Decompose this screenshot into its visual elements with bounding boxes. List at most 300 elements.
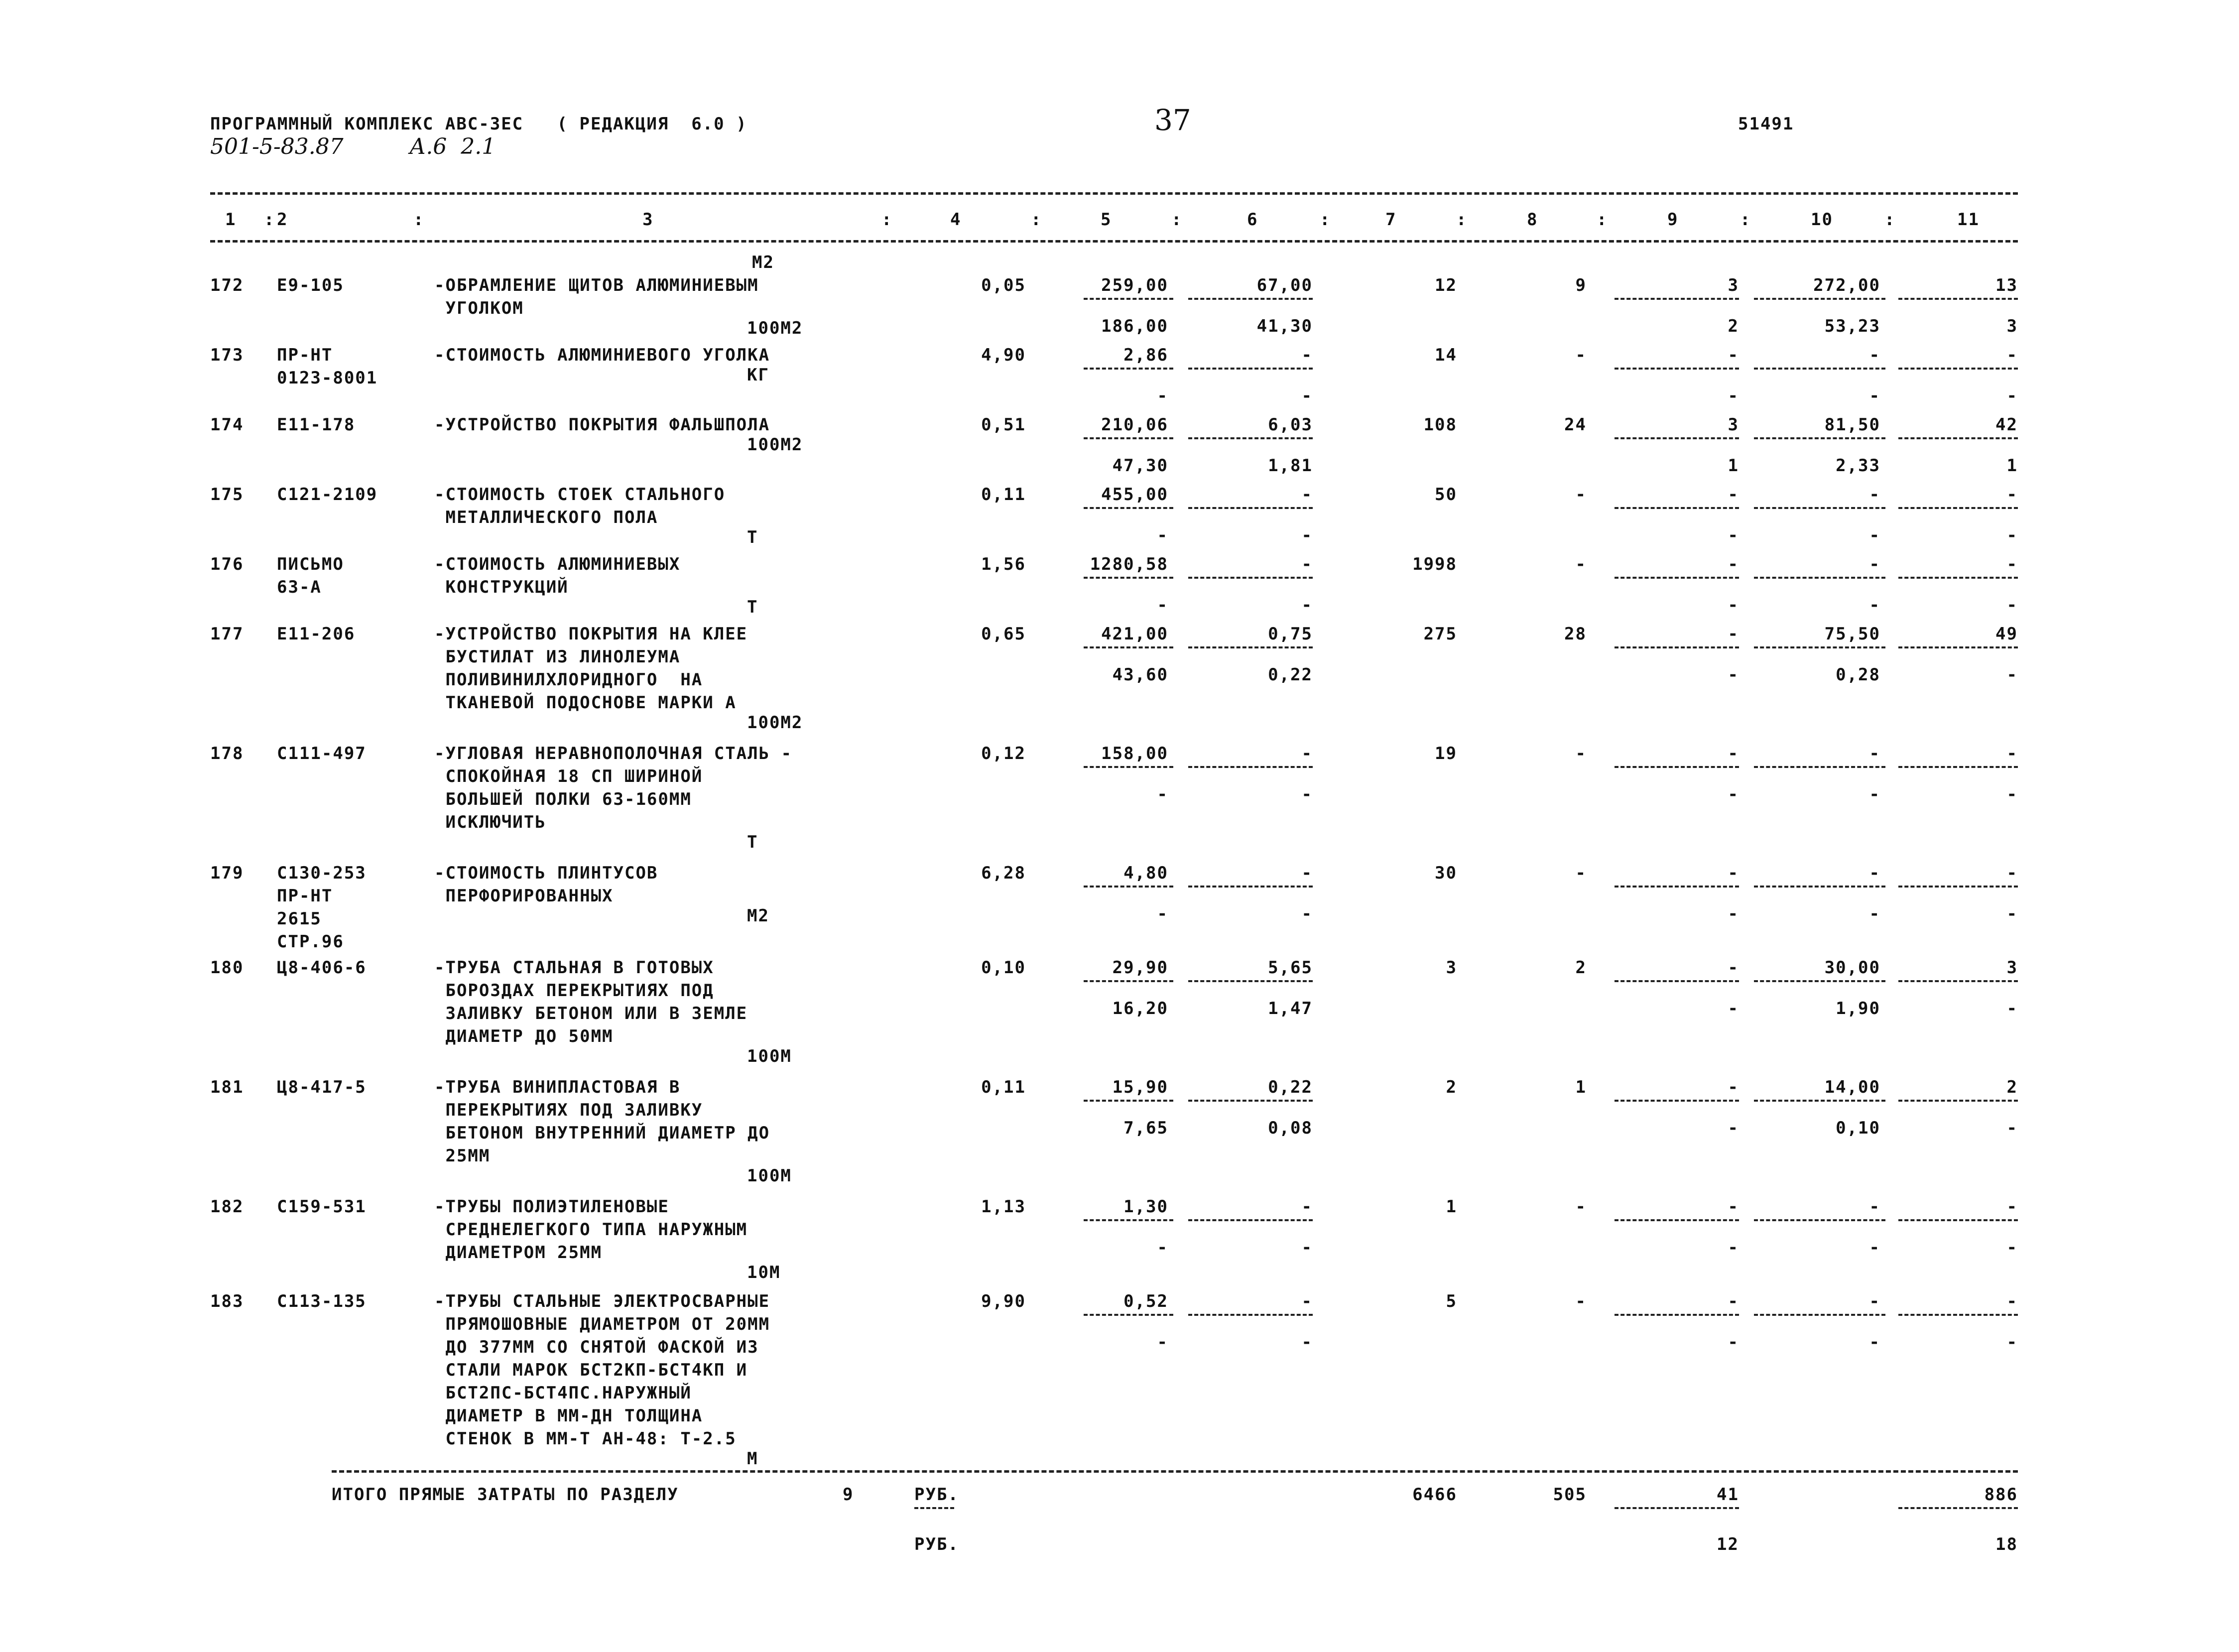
cell-col10-secondary: - [1869,904,1880,924]
cell-col7: 50 [1435,485,1457,505]
cell-col11-secondary: - [2006,665,2018,685]
program-title: ПРОГРАММНЫЙ КОМПЛЕКС АВС-ЗЕС ( РЕДАКЦИЯ 6.0 ) [210,114,747,134]
cell-divider-rule [1188,1219,1313,1221]
cell-col9: - [1728,744,1739,763]
work-description: ДИАМЕТР В ММ-ДН ТОЛЩИНА [434,1406,703,1426]
work-description: БЕТОНОМ ВНУТРЕННИЙ ДИАМЕТР ДО [434,1123,770,1143]
column-separator: : [413,210,425,230]
cell-col7: 1 [1446,1197,1457,1217]
cell-col11: 2 [2006,1077,2018,1097]
cell-col5-secondary: 186,00 [1101,316,1168,336]
cell-col9-secondary: - [1728,525,1739,545]
cell-col10-secondary: 0,10 [1836,1118,1880,1138]
cell-col11: - [2006,554,2018,574]
work-description: БОЛЬШЕЙ ПОЛКИ 63-160ММ [434,789,692,809]
cell-divider-rule [1754,1100,1885,1102]
work-description: -СТОИМОСТЬ АЛЮМИНИЕВОГО УГОЛКА [434,345,770,365]
column-header-10: 10 [1811,210,1833,230]
project-code: 501-5-83.87 [210,134,344,159]
cell-col8: - [1575,1197,1587,1217]
cell-col11-secondary: - [2006,784,2018,804]
unit-label: 100М [747,1046,792,1066]
cell-col9-secondary: - [1728,1332,1739,1352]
work-description: -ТРУБА ВИНИПЛАСТОВАЯ В [434,1077,681,1097]
cell-divider-rule [1615,437,1739,439]
cell-divider-rule [1188,298,1313,300]
cell-col7: 1998 [1412,554,1457,574]
totals-col9-secondary: 12 [1717,1534,1739,1554]
cell-divider-rule [1615,766,1739,768]
cell-divider-rule [1898,507,2018,509]
cell-divider-rule [1084,507,1173,509]
cell-col9-secondary: - [1728,386,1739,406]
cell-col11: 49 [1995,624,2018,644]
cell-col9: - [1728,554,1739,574]
work-description: -УСТРОЙСТВО ПОКРЫТИЯ ФАЛЬШПОЛА [434,415,770,435]
cell-col10: - [1869,1197,1880,1217]
column-separator: : [1171,210,1183,230]
work-description: СТЕНОК В ММ-Т АН-48: Т-2.5 [434,1429,737,1449]
totals-currency-secondary: РУБ. [914,1534,959,1554]
work-description: КОНСТРУКЦИЙ [434,577,569,597]
rate-code: С159-531 [277,1197,367,1217]
cell-col11: - [2006,345,2018,365]
cell-col4: 0,51 [981,415,1026,435]
cell-col8: 1 [1575,1077,1587,1097]
cell-col7: 2 [1446,1077,1457,1097]
column-header-11: 11 [1957,210,1980,230]
cell-col9-secondary: - [1728,999,1739,1018]
header-bottom-rule [210,240,2018,243]
cell-col6: - [1301,345,1313,365]
work-description: -УСТРОЙСТВО ПОКРЫТИЯ НА КЛЕЕ [434,624,748,644]
cell-divider-rule [1084,646,1173,648]
rate-code: Ц8-406-6 [277,958,367,978]
cell-col11: 13 [1995,275,2018,295]
cell-col6-secondary: 1,47 [1268,999,1313,1018]
cell-col9: - [1728,863,1739,883]
work-description: ЗАЛИВКУ БЕТОНОМ ИЛИ В ЗЕМЛЕ [434,1004,748,1023]
column-header-8: 8 [1527,210,1538,230]
cell-col10: 81,50 [1824,415,1880,435]
cell-divider-rule [1084,437,1173,439]
cell-col10-secondary: - [1869,1238,1880,1258]
cell-divider-rule [1188,886,1313,888]
unit-label: 10М [747,1263,781,1282]
cell-col4: 0,10 [981,958,1026,978]
column-separator: : [1456,210,1468,230]
cell-col6-secondary: - [1301,595,1313,615]
unit-label: 100М2 [747,713,803,733]
totals-col7: 6466 [1412,1485,1457,1505]
cell-col9-secondary: - [1728,904,1739,924]
cell-col11-secondary: - [2006,595,2018,615]
cell-col6-secondary: - [1301,784,1313,804]
work-description: -СТОИМОСТЬ АЛЮМИНИЕВЫХ [434,554,681,574]
cell-col11-secondary: - [2006,386,2018,406]
cell-divider-rule [1898,437,2018,439]
cell-col11: - [2006,863,2018,883]
cell-col8: 28 [1564,624,1587,644]
unit-label: Т [747,527,758,547]
item-number: 178 [210,744,244,763]
cell-divider-rule [1754,298,1885,300]
cell-col6-secondary: - [1301,1332,1313,1352]
rate-code: ПИСЬМО [277,554,344,574]
cell-col6-secondary: - [1301,1238,1313,1258]
cell-col8: 24 [1564,415,1587,435]
cell-divider-rule [1898,1219,2018,1221]
work-description: БОРОЗДАХ ПЕРЕКРЫТИЯХ ПОД [434,981,714,1001]
cell-col5: 1280,58 [1090,554,1168,574]
cell-divider-rule [1615,577,1739,579]
rate-code: С121-2109 [277,485,378,505]
work-description: -ТРУБЫ ПОЛИЭТИЛЕНОВЫЕ [434,1197,669,1217]
cell-col9: - [1728,624,1739,644]
cell-col6: - [1301,863,1313,883]
cell-divider-rule [1615,1314,1739,1316]
cell-col11-secondary: - [2006,525,2018,545]
cell-col6: 0,75 [1268,624,1313,644]
cell-divider-rule [1754,368,1885,370]
cell-col11-secondary: 1 [2006,456,2018,476]
cell-col5-secondary: - [1157,595,1168,615]
work-description: -ТРУБЫ СТАЛЬНЫЕ ЭЛЕКТРОСВАРНЫЕ [434,1291,770,1311]
cell-col11: - [2006,744,2018,763]
cell-col5-secondary: 7,65 [1123,1118,1168,1138]
cell-col11: 42 [1995,415,2018,435]
cell-col8: - [1575,744,1587,763]
cell-divider-rule [1188,577,1313,579]
cell-col9-secondary: - [1728,595,1739,615]
item-number: 180 [210,958,244,978]
cell-col6-secondary: - [1301,904,1313,924]
cell-col10: 75,50 [1824,624,1880,644]
cell-col10: 14,00 [1824,1077,1880,1097]
cell-col5-secondary: - [1157,386,1168,406]
cell-divider-rule [1754,437,1885,439]
cell-col10: - [1869,744,1880,763]
rate-code: 63-А [277,577,322,597]
unit-label: КГ [747,365,769,385]
cell-divider-rule [1188,507,1313,509]
cell-col9: - [1728,1197,1739,1217]
cell-col5-secondary: - [1157,525,1168,545]
cell-col7: 3 [1446,958,1457,978]
column-separator: : [1740,210,1751,230]
work-description: ПОЛИВИНИЛХЛОРИДНОГО НА [434,670,703,690]
totals-col9-rule [1615,1507,1739,1509]
totals-currency: РУБ. [914,1485,959,1505]
cell-divider-rule [1084,298,1173,300]
cell-divider-rule [1898,980,2018,982]
cell-col5: 259,00 [1101,275,1168,295]
cell-col9-secondary: - [1728,784,1739,804]
work-description: ДО 377ММ СО СНЯТОЙ ФАСКОЙ ИЗ [434,1337,759,1357]
column-header-3: 3 [642,210,654,230]
unit-label: Т [747,597,758,617]
unit-label: 100М [747,1166,792,1186]
cell-col7: 12 [1435,275,1457,295]
rate-code: Е11-206 [277,624,356,644]
column-separator: : [264,210,275,230]
cell-col6-secondary: - [1301,386,1313,406]
totals-label: ИТОГО ПРЯМЫЕ ЗАТРАТЫ ПО РАЗДЕЛУ [332,1485,679,1505]
cell-col11-secondary: 3 [2006,316,2018,336]
item-number: 183 [210,1291,244,1311]
unit-label: М2 [752,253,774,272]
item-number: 179 [210,863,244,883]
cell-col11-secondary: - [2006,904,2018,924]
document-number: 51491 [1738,114,1794,134]
cell-divider-rule [1188,646,1313,648]
rate-code: С111-497 [277,744,367,763]
cell-col8: - [1575,1291,1587,1311]
unit-label: 100М2 [747,318,803,338]
cell-col5-secondary: 43,60 [1112,665,1168,685]
work-description: СРЕДНЕЛЕГКОГО ТИПА НАРУЖНЫМ [434,1220,748,1240]
cell-col4: 4,90 [981,345,1026,365]
cell-col10: - [1869,554,1880,574]
work-description: 25ММ [434,1146,491,1166]
cell-divider-rule [1188,437,1313,439]
cell-divider-rule [1188,1314,1313,1316]
work-description: ИСКЛЮЧИТЬ [434,812,546,832]
cell-col5: 0,52 [1123,1291,1168,1311]
item-number: 176 [210,554,244,574]
column-header-9: 9 [1667,210,1679,230]
work-description: УГОЛКОМ [434,298,524,318]
cell-col10-secondary: - [1869,525,1880,545]
cell-col8: 2 [1575,958,1587,978]
cell-col9-secondary: - [1728,1238,1739,1258]
rate-code: ПР-НТ [277,345,333,365]
item-number: 182 [210,1197,244,1217]
cell-col5-secondary: - [1157,1238,1168,1258]
column-header-5: 5 [1101,210,1112,230]
cell-divider-rule [1898,298,2018,300]
cell-col10-secondary: 53,23 [1824,316,1880,336]
cell-col10: - [1869,1291,1880,1311]
cell-col6: 0,22 [1268,1077,1313,1097]
cell-divider-rule [1188,1100,1313,1102]
cell-divider-rule [1754,766,1885,768]
cell-col6-secondary: 0,22 [1268,665,1313,685]
rate-code: С113-135 [277,1291,367,1311]
cell-col7: 5 [1446,1291,1457,1311]
cell-col9: - [1728,485,1739,505]
item-number: 172 [210,275,244,295]
work-description: ДИАМЕТР ДО 50ММ [434,1026,614,1046]
cell-divider-rule [1898,368,2018,370]
cell-col9-secondary: 2 [1728,316,1739,336]
cell-col6: - [1301,554,1313,574]
work-description: ДИАМЕТРОМ 25ММ [434,1243,603,1263]
cell-col10-secondary: 2,33 [1836,456,1880,476]
cell-divider-rule [1615,368,1739,370]
totals-section-number: 9 [843,1485,854,1505]
cell-col4: 0,11 [981,1077,1026,1097]
cell-divider-rule [1188,766,1313,768]
cell-col10-secondary: 1,90 [1836,999,1880,1018]
totals-col11: 886 [1984,1485,2018,1505]
cell-col10-secondary: 0,28 [1836,665,1880,685]
work-description: СТАЛИ МАРОК БСТ2КП-БСТ4КП И [434,1360,748,1380]
album-code: А.6 2.1 [409,134,496,159]
column-separator: : [1597,210,1608,230]
cell-col4: 9,90 [981,1291,1026,1311]
cell-col10: 272,00 [1813,275,1880,295]
cell-col9: 3 [1728,415,1739,435]
item-number: 175 [210,485,244,505]
cell-divider-rule [1615,1100,1739,1102]
cell-divider-rule [1754,1314,1885,1316]
unit-label: Т [747,832,758,852]
cell-col4: 0,12 [981,744,1026,763]
unit-label: М2 [747,906,769,926]
cell-col10: 30,00 [1824,958,1880,978]
item-number: 174 [210,415,244,435]
cell-col9: - [1728,1291,1739,1311]
cell-col10-secondary: - [1869,1332,1880,1352]
work-description: -УГЛОВАЯ НЕРАВНОПОЛОЧНАЯ СТАЛЬ - [434,744,793,763]
cell-col10-secondary: - [1869,784,1880,804]
totals-rule [332,1470,2018,1473]
cell-col4: 0,11 [981,485,1026,505]
cell-col5: 2,86 [1123,345,1168,365]
cell-divider-rule [1754,577,1885,579]
cell-divider-rule [1615,646,1739,648]
cell-col5: 158,00 [1101,744,1168,763]
item-number: 177 [210,624,244,644]
cell-col7: 19 [1435,744,1457,763]
cell-col11-secondary: - [2006,999,2018,1018]
cell-col11: - [2006,1197,2018,1217]
cell-divider-rule [1084,980,1173,982]
cell-col6: - [1301,1291,1313,1311]
cell-col6: 6,03 [1268,415,1313,435]
cell-col5-secondary: - [1157,1332,1168,1352]
cell-divider-rule [1754,886,1885,888]
unit-label: М [747,1449,758,1469]
cell-col6-secondary: 1,81 [1268,456,1313,476]
work-description: ПРЯМОШОВНЫЕ ДИАМЕТРОМ ОТ 20ММ [434,1314,770,1334]
cell-col5: 210,06 [1101,415,1168,435]
header-top-rule [210,192,2018,195]
cell-col11: 3 [2006,958,2018,978]
cell-divider-rule [1615,1219,1739,1221]
rate-code: Е9-105 [277,275,344,295]
cell-divider-rule [1615,886,1739,888]
work-description: СПОКОЙНАЯ 18 СП ШИРИНОЙ [434,766,703,786]
cell-col11-secondary: - [2006,1332,2018,1352]
cell-col10: - [1869,863,1880,883]
work-description: -ТРУБА СТАЛЬНАЯ В ГОТОВЫХ [434,958,714,978]
cell-col4: 1,13 [981,1197,1026,1217]
cell-col6: - [1301,1197,1313,1217]
cell-col8: - [1575,485,1587,505]
work-description: МЕТАЛЛИЧЕСКОГО ПОЛА [434,508,658,527]
column-header-4: 4 [950,210,962,230]
cell-divider-rule [1898,577,2018,579]
work-description: -ОБРАМЛЕНИЕ ЩИТОВ АЛЮМИНИЕВЫМ [434,275,759,295]
work-description: -СТОИМОСТЬ СТОЕК СТАЛЬНОГО [434,485,726,505]
cell-col6-secondary: 41,30 [1256,316,1313,336]
cell-col9-secondary: - [1728,1118,1739,1138]
cell-col4: 1,56 [981,554,1026,574]
rate-code: 2615 [277,909,322,929]
cell-col6: - [1301,744,1313,763]
cell-col5: 421,00 [1101,624,1168,644]
column-separator: : [1031,210,1042,230]
cell-divider-rule [1188,368,1313,370]
rate-code: ПР-НТ [277,886,333,906]
cell-col4: 0,65 [981,624,1026,644]
totals-col11-secondary: 18 [1995,1534,2018,1554]
cell-divider-rule [1898,1314,2018,1316]
cell-divider-rule [1084,368,1173,370]
cell-divider-rule [1188,980,1313,982]
cell-col11: - [2006,1291,2018,1311]
cell-col5: 4,80 [1123,863,1168,883]
cell-col9: - [1728,1077,1739,1097]
cell-col7: 108 [1423,415,1457,435]
work-description: БУСТИЛАТ ИЗ ЛИНОЛЕУМА [434,647,681,667]
cell-col8: - [1575,863,1587,883]
cell-col4: 6,28 [981,863,1026,883]
column-header-6: 6 [1247,210,1258,230]
cell-col7: 30 [1435,863,1457,883]
column-separator: : [1884,210,1896,230]
cell-col9-secondary: 1 [1728,456,1739,476]
cell-divider-rule [1084,886,1173,888]
cell-col5-secondary: 47,30 [1112,456,1168,476]
cell-divider-rule [1084,766,1173,768]
cell-col5: 455,00 [1101,485,1168,505]
item-number: 173 [210,345,244,365]
work-description: ПЕРФОРИРОВАННЫХ [434,886,614,906]
cell-divider-rule [1754,646,1885,648]
cell-divider-rule [1084,1100,1173,1102]
cell-divider-rule [1084,1314,1173,1316]
cell-col9: - [1728,958,1739,978]
work-description: ТКАНЕВОЙ ПОДОСНОВЕ МАРКИ А [434,693,737,713]
cell-col4: 0,05 [981,275,1026,295]
totals-col11-rule [1898,1507,2018,1509]
cell-divider-rule [1084,577,1173,579]
cell-col5: 1,30 [1123,1197,1168,1217]
work-description: БСТ2ПС-БСТ4ПС.НАРУЖНЫЙ [434,1383,692,1403]
rate-code: 0123-8001 [277,368,378,388]
cell-col11: - [2006,485,2018,505]
cell-col6: 67,00 [1256,275,1313,295]
cell-col8: 9 [1575,275,1587,295]
cell-divider-rule [1754,507,1885,509]
page-number: 37 [1154,103,1191,137]
cell-col11-secondary: - [2006,1238,2018,1258]
cell-col5-secondary: - [1157,904,1168,924]
cell-col10: - [1869,485,1880,505]
totals-col9: 41 [1717,1485,1739,1505]
cell-divider-rule [1615,980,1739,982]
cell-divider-rule [1898,886,2018,888]
rate-code: Ц8-417-5 [277,1077,367,1097]
cell-col6-secondary: 0,08 [1268,1118,1313,1138]
column-header-2: 2 [277,210,288,230]
cell-divider-rule [1898,1100,2018,1102]
currency-rule [914,1507,954,1509]
cell-col5: 15,90 [1112,1077,1168,1097]
